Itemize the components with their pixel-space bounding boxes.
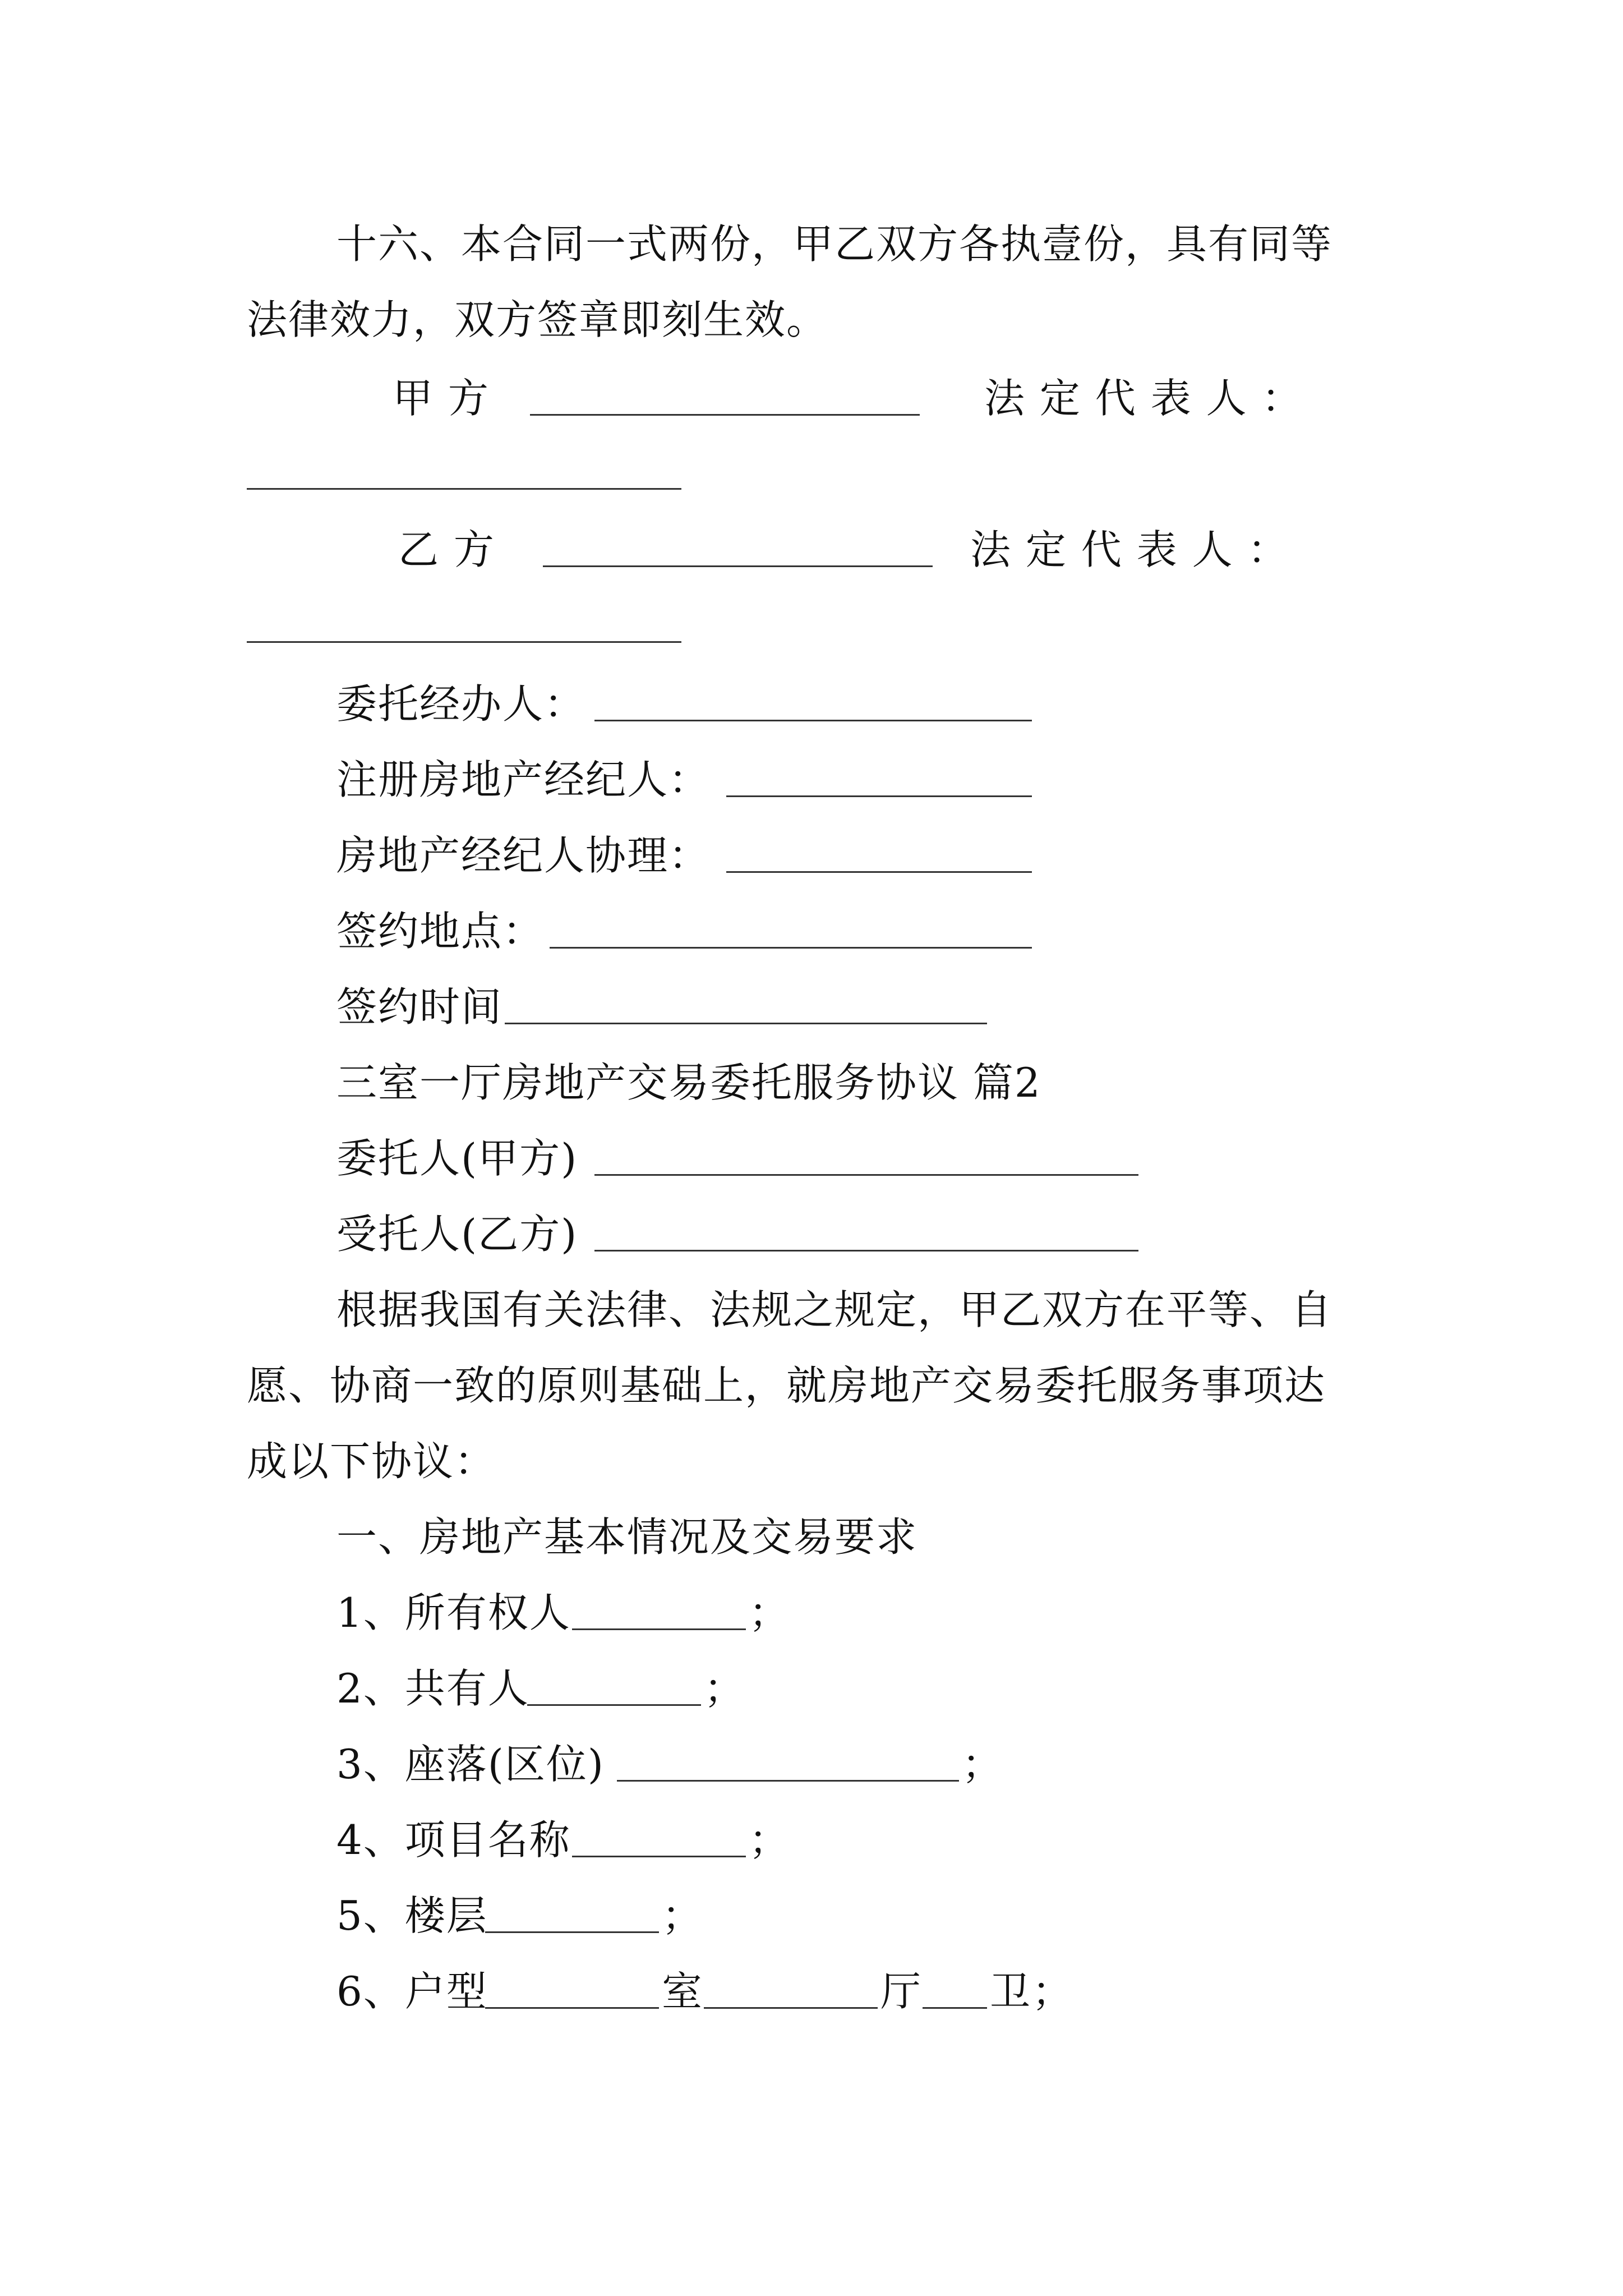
broker-assistant-label: 房地产经纪人协理： [336, 832, 711, 879]
item-3-semicolon: ； [962, 1741, 1004, 1788]
party-a-rep-label: 法 定 代 表 人 ： [984, 375, 1303, 422]
item-4-semicolon: ； [749, 1816, 791, 1864]
item-5-label: 5、楼层 [336, 1892, 488, 1939]
item-6-room-blank[interactable] [485, 2007, 659, 2009]
registered-broker-blank[interactable] [726, 795, 1032, 797]
item-2-blank[interactable] [527, 1704, 701, 1706]
trustee-label: 受托人(乙方) [336, 1211, 578, 1258]
item-2-label: 2、共有人 [336, 1665, 529, 1712]
item-2-semicolon: ； [704, 1665, 746, 1712]
item-6-label: 6、户型 [336, 1968, 488, 2015]
item-4-blank[interactable] [572, 1856, 746, 1857]
party-b-label: 乙 方 [398, 526, 495, 573]
sign-place-blank[interactable] [550, 947, 1032, 949]
principal-blank[interactable] [594, 1174, 1138, 1176]
trustee-blank[interactable] [594, 1250, 1138, 1251]
sign-time-blank[interactable] [505, 1023, 987, 1024]
preamble-line-3: 成以下协议： [247, 1438, 496, 1485]
item-6-bath-label: 卫 [990, 1968, 1032, 2015]
item-3-blank[interactable] [617, 1780, 959, 1782]
item-6-hall-label: 厅 [880, 1968, 923, 2015]
party-b-blank[interactable] [543, 565, 933, 567]
preamble-line-2: 愿、协商一致的原则基础上，就房地产交易委托服务事项达 [247, 1362, 1326, 1409]
item-1-label: 1、所有权人 [336, 1589, 571, 1636]
article-1-title: 一、房地产基本情况及交易要求 [336, 1513, 918, 1561]
preamble-line-1: 根据我国有关法律、法规之规定，甲乙双方在平等、自 [336, 1286, 1333, 1333]
sign-time-label: 签约时间 [336, 983, 503, 1030]
item-6-semicolon: ； [1032, 1968, 1074, 2015]
party-a-label: 甲 方 [393, 375, 490, 422]
item-5-semicolon: ； [662, 1892, 704, 1939]
broker-assistant-blank[interactable] [726, 871, 1032, 873]
item-5-blank[interactable] [485, 1931, 659, 1933]
section-2-title: 三室一厅房地产交易委托服务协议 篇2 [336, 1059, 1041, 1106]
item-3-label: 3、座落(区位) [336, 1741, 605, 1788]
agent-label: 委托经办人： [336, 680, 586, 728]
party-b-rep-blank[interactable] [247, 641, 681, 643]
registered-broker-label: 注册房地产经纪人： [336, 756, 711, 803]
item-6-bath-blank[interactable] [923, 2007, 987, 2009]
item-6-hall-blank[interactable] [704, 2007, 878, 2009]
item-4-label: 4、项目名称 [336, 1816, 571, 1864]
item-6-room-label: 室 [662, 1968, 704, 2015]
clause-16-line-1: 十六、本合同一式两份，甲乙双方各执壹份，具有同等 [336, 220, 1333, 268]
agent-blank[interactable] [594, 720, 1032, 721]
party-b-rep-label: 法 定 代 表 人 ： [970, 526, 1289, 573]
party-a-blank[interactable] [530, 414, 920, 416]
party-a-rep-blank[interactable] [247, 488, 681, 490]
item-1-blank[interactable] [572, 1628, 746, 1630]
clause-16-line-2: 法律效力，双方签章即刻生效。 [247, 296, 828, 343]
item-1-semicolon: ； [749, 1589, 791, 1636]
principal-label: 委托人(甲方) [336, 1135, 578, 1182]
sign-place-label: 签约地点： [336, 908, 545, 955]
